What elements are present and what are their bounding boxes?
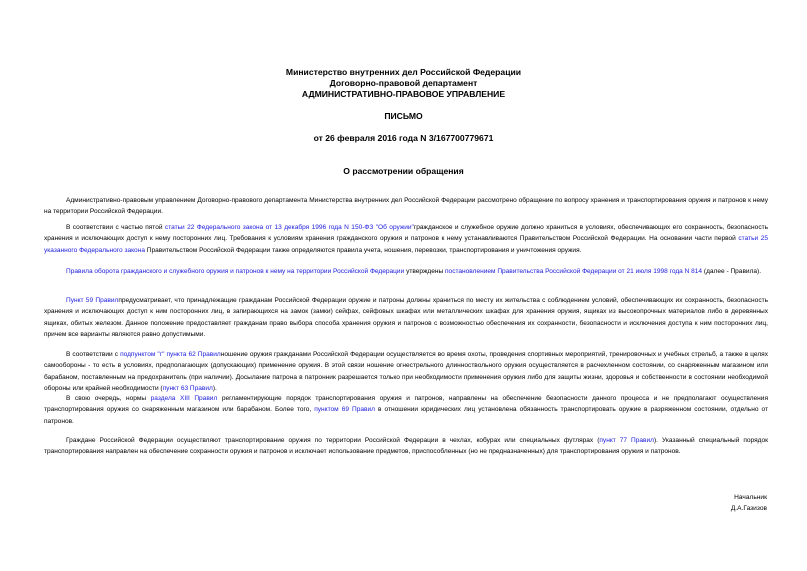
paragraph-text: предусматривает, что принадлежащие гражданам Российской Федерации оружие и патроны должны храниться по месту их жительства с соблюдением условий, обеспечивающих их сохранность, безопасность хранения и исключающих доступ к ним посторонних лиц, в запирающихся на замок (замки) сейфах, сейфовых шкафах или металлических шкафах для хранения оружия, ящиках из высокопрочных материалов либо в деревянных ящиках, обитых железом. Данное положение предоставляет гражданам право выбора способа хранения оружия и патронов с возможностью обеспечения их сохранности, безопасности и исключения доступа к ним посторонних лиц, причем все варианты являются равно допустимыми. [44, 297, 768, 339]
law-reference-link[interactable]: пункт 77 Правил [599, 437, 654, 444]
paragraph-text: В свою очередь, нормы [66, 395, 151, 402]
paragraph-3 [44, 266, 768, 277]
law-reference-link[interactable]: Правила оборота гражданского и служебного оружия и патронов к нему на территории Российской Федерации [66, 268, 405, 275]
paragraph-text: ношение оружия гражданами Российской Федерации осуществляется во время охоты, проведения спортивных мероприятий, тренировочных и учебных стрельб, а также в целях самообороны - то есть в условиях, предполагающих (допускающих) применение оружия. В этой связи ношение огнестрельного длинноствольного оружия осуществляется в расчехленном состоянии, со снаряженным магазином или барабаном, поставленным на предохранитель (при наличии). Досылание патрона в патронник разрешается только при необходимости применения оружия либо для защиты жизни, здоровья и собственности в состоянии необходимой обороны или крайней необходимости ( [44, 351, 768, 393]
document-subject: О рассмотрении обращения [343, 166, 464, 176]
paragraph-6 [44, 393, 768, 427]
paragraph-text: в отношении юридических лиц установлена обязанность транспортировать оружие в разряженном состоянии, отдельно от патронов. [44, 406, 769, 425]
paragraph-text: Граждане Российской Федерации осуществляют транспортирование оружия по территории Российской Федерации в чехлах, кобурах или специальных футлярах ( [66, 437, 600, 444]
department-title: Договорно-правовой департамент [329, 78, 478, 88]
paragraph-text: гражданское и служебное оружие должно храниться в условиях, обеспечивающих его сохранность, безопасность хранения и исключающих доступ к нему посторонних лиц. Требования к условиям хранения гражданского оружия и патронов к нему устанавливаются Правительством Российской Федерации. На основании части первой [44, 224, 768, 243]
paragraph-text: Правительством Российской Федерации также определяются правила учета, ношения, перевозки, транспортирования и уничтожения оружия. [144, 246, 582, 254]
directorate-title: АДМИНИСТРАТИВНО-ПРАВОВОЕ УПРАВЛЕНИЕ [301, 89, 506, 99]
paragraph-text: утверждены [404, 268, 446, 275]
document-type: ПИСЬМО [384, 111, 423, 121]
law-reference-link[interactable]: Пункт 59 Правил [66, 297, 119, 304]
signature-name: Д.А.Газизов [730, 505, 767, 512]
paragraph-5 [44, 349, 768, 395]
ministry-title: Министерство внутренних дел Российской Федерации [285, 67, 522, 77]
law-reference-link[interactable]: постановлением Правительства Российской Федерации от 21 июля 1998 года N 814 [445, 268, 703, 275]
paragraph-text: ). [212, 385, 217, 393]
paragraph-text: Административно-правовым управлением Договорно-правового департамента Министерства внутренних дел Российской Федерации рассмотрено обращение по вопросу хранения и транспортирования оружия и патронов к нему на территории Российской Федерации. [44, 197, 768, 216]
law-reference-link[interactable]: раздела XIII Правил [150, 395, 218, 402]
paragraph-text: В соответствии с [66, 351, 121, 358]
paragraph-text: (далее - Правила). [702, 268, 762, 275]
law-reference-link[interactable]: статьи 22 Федерального закона от 13 декабря 1996 года N 150-ФЗ "Об оружии" [164, 224, 414, 231]
signature-position: Начальник [734, 494, 767, 501]
paragraph-text: ). Указанный специальный порядок транспортирования направлен на обеспечение сохранности оружия и патронов и исключает использование предметов, приспособленных (но не предназначенных) для транспортирования оружия и патронов. [44, 437, 768, 456]
paragraph-text: В соответствии с частью пятой [66, 224, 165, 231]
paragraph-text: регламентирующие порядок транспортирования оружия и патронов, направлены на обеспечение безопасности данного процесса и не предполагают осуществления транспортирования оружия со снаряженным магазином или барабаном. Более того, [44, 395, 768, 414]
law-reference-link[interactable]: подпунктом "г" пункта 62 Правил [120, 351, 221, 358]
law-reference-link[interactable]: пункт 63 Правил [162, 385, 213, 393]
paragraph-2 [44, 222, 768, 256]
law-reference-link[interactable]: статьи 25 указанного Федерального закона [44, 235, 768, 254]
paragraph-7 [44, 435, 768, 458]
law-reference-link[interactable]: пунктом 69 Правил [314, 406, 375, 414]
paragraph-4 [44, 295, 768, 341]
paragraph-1 [44, 195, 768, 218]
document-date-number: от 26 февраля 2016 года N 3/167700779671 [313, 133, 494, 143]
